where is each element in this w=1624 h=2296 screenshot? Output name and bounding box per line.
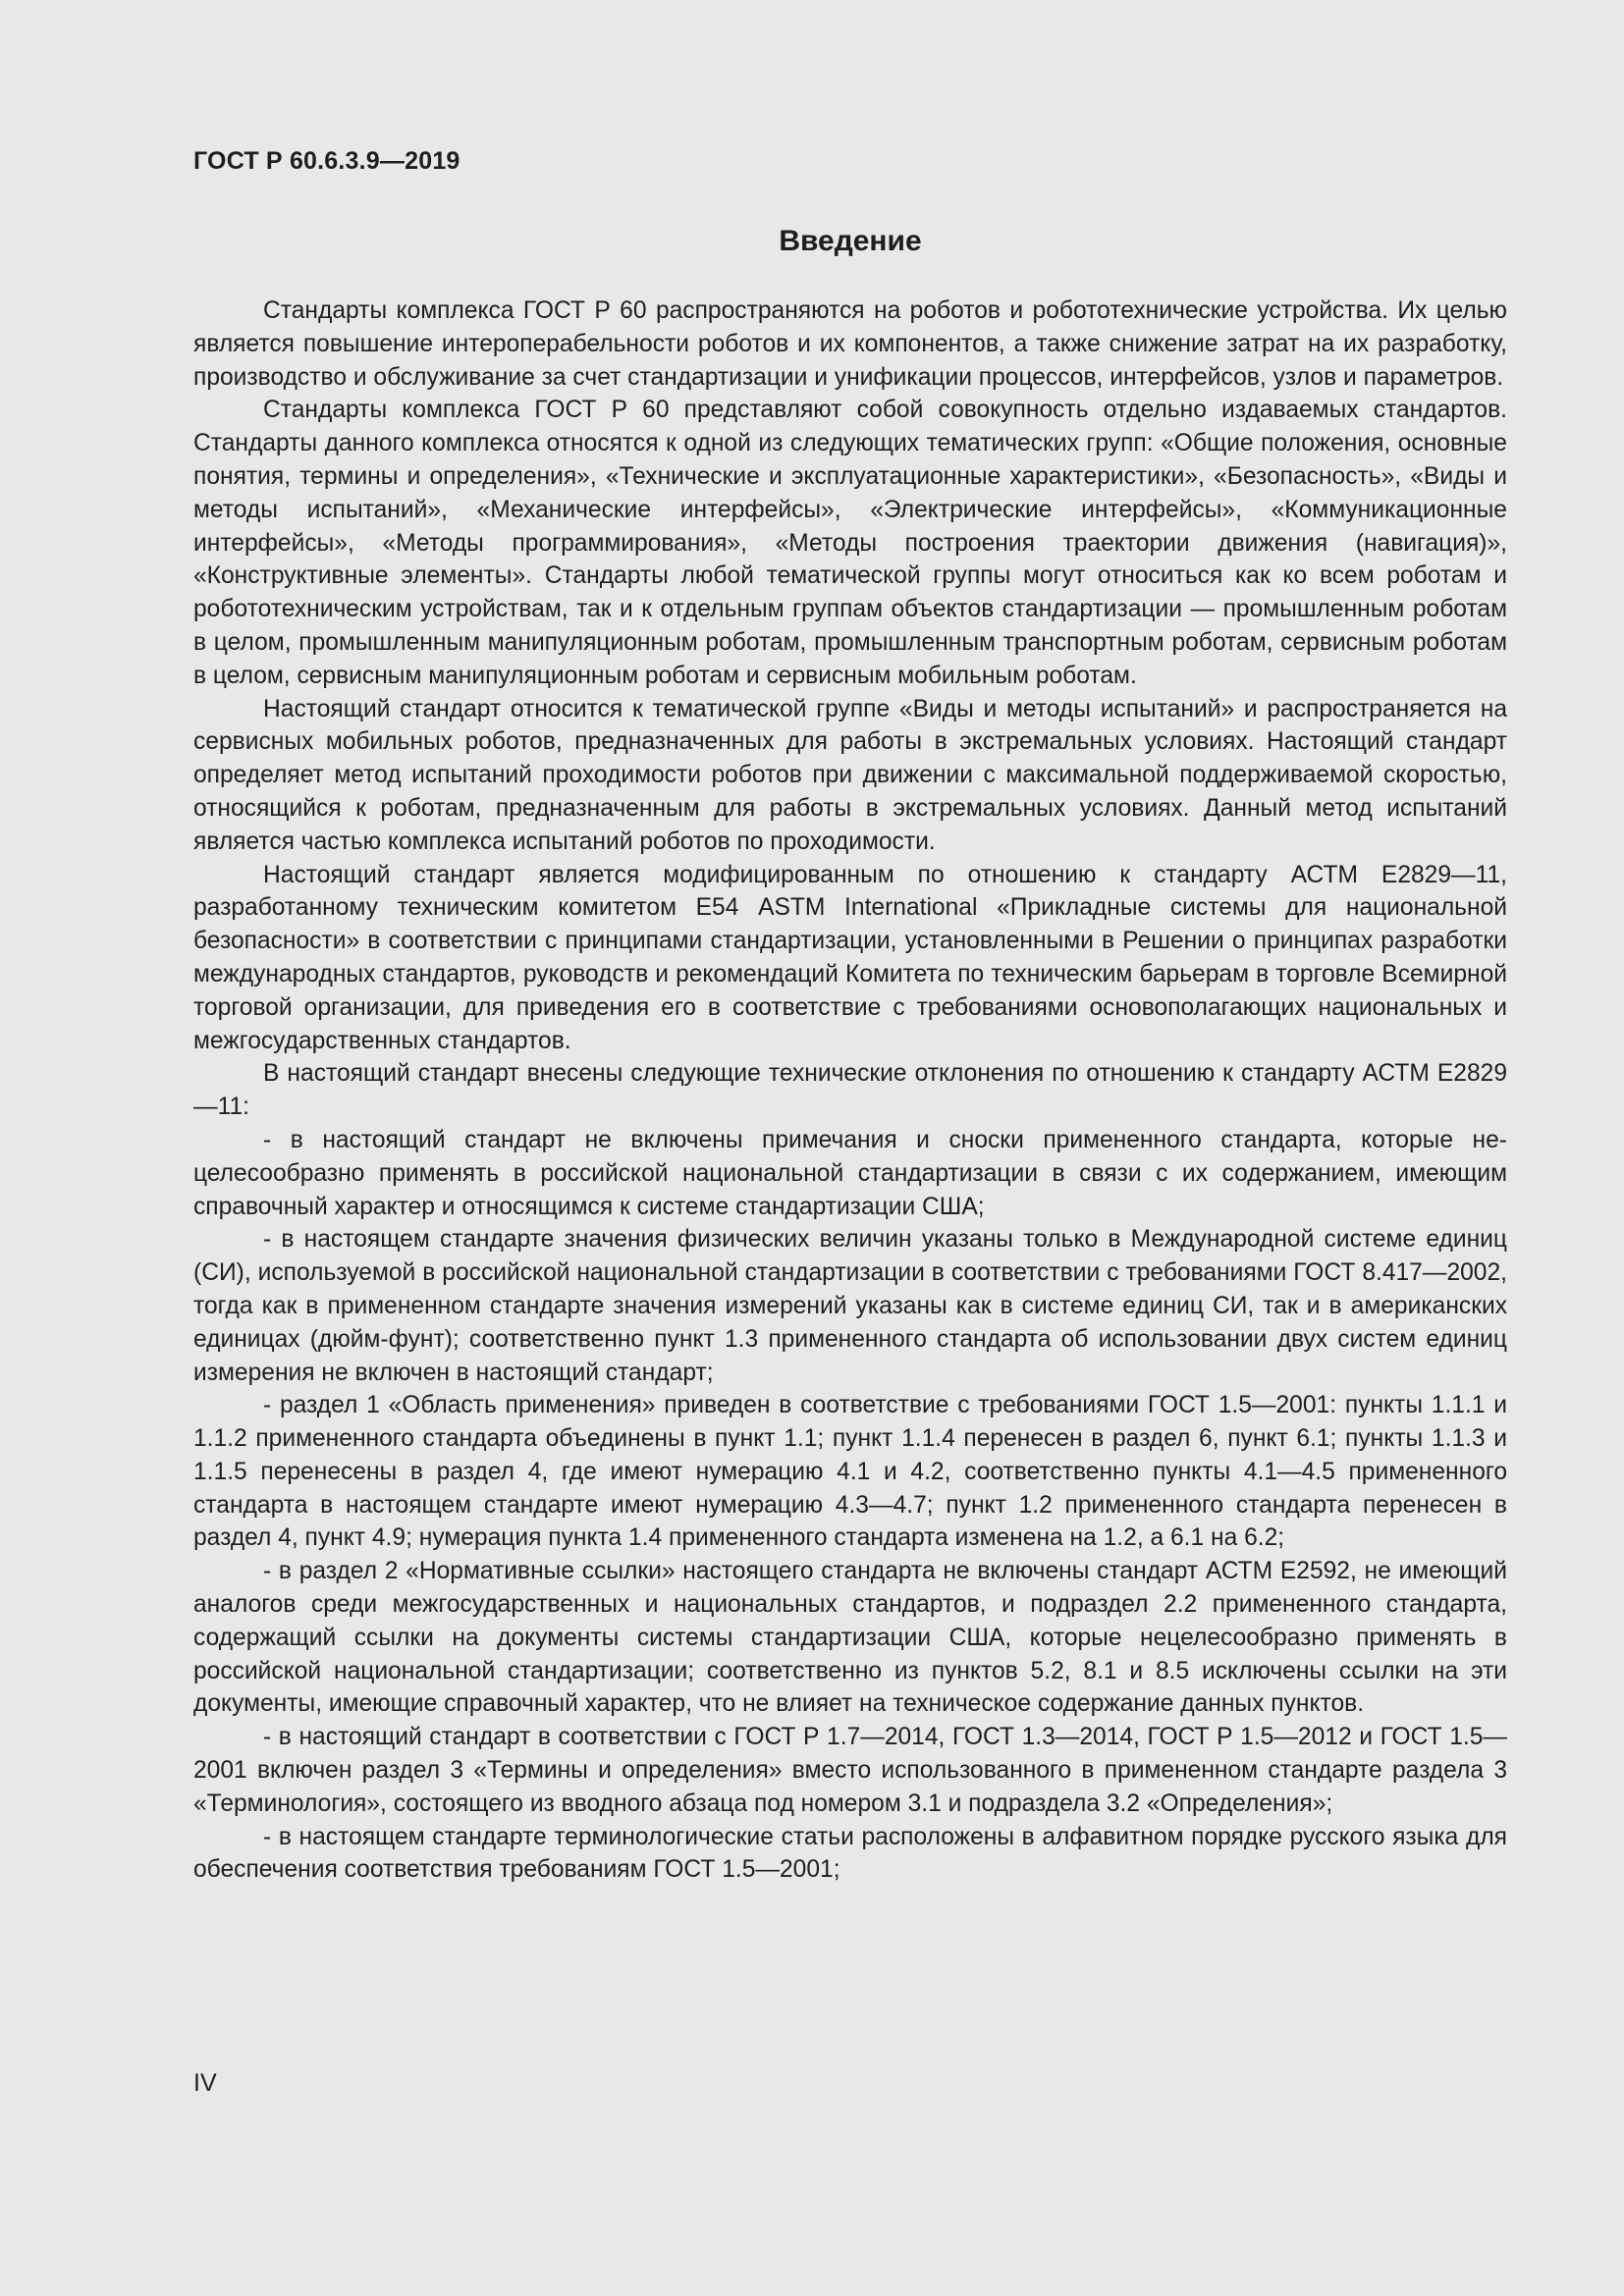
paragraph: Стандарты комплекса ГОСТ Р 60 распространяются на роботов и робототехнические устройства. Их целью является повышение интероперабельности роботов и их компонентов, а также снижение затрат на их разработку, производство и обслуживание за счет стандартизации и унификации процессов, интерфейсов, узлов и параметров. <box>193 297 1507 391</box>
paragraph: Настоящий стандарт является модифицированным по отношению к стандарту АСТМ Е2829—11, разработанному техническим комитетом Е54 ASTM International «Прикладные системы для национальной безопасности» в соответствии с принципами стандартизации, установленными в Решении о принципах разработки международных стандартов, руководств и рекомендаций Комитета по техническим барьерам в торговле Всемирной торговой организации, для приведения его в соответствие с требованиями основополагающих национальных и межгосударственных стандартов. <box>193 861 1507 1054</box>
paragraph: Стандарты комплекса ГОСТ Р 60 представляют собой совокупность отдельно издаваемых стандартов. Стандарты данного комплекса относятся к одной из следующих тематических групп: «Общие положения, основные понятия, термины и определения», «Технические и эксплуатационные характеристики», «Безопасность», «Виды и методы испытаний», «Механические интерфейсы», «Электрические интерфейсы», «Коммуникационные интерфейсы», «Методы программирования», «Методы построения траектории движения (навигация)», «Конструктивные элементы». Стандарты любой тематической группы могут относиться как ко всем роботам и робототехническим устройствам, так и к отдельным группам объектов стандартизации — промышленным роботам в целом, промышленным манипуляционным роботам, промышленным транспортным роботам, сервисным роботам в целом, сервисным манипуляционным роботам и сервисным мобильным роботам. <box>193 397 1507 689</box>
page-number: IV <box>193 2069 217 2097</box>
list-item: - в настоящий стандарт в соответствии с ГОСТ Р 1.7—2014, ГОСТ 1.3—2014, ГОСТ Р 1.5—2012 и ГОСТ 1.5—2001 включен раздел 3 «Термины и определения» вместо использованного в примененном стандарте раздела 3 «Терминология», состоящего из вводного абзаца под номером 3.1 и подраздела 3.2 «Определения»; <box>193 1724 1507 1817</box>
list-item: - раздел 1 «Область применения» приведен в соответствие с требованиями ГОСТ 1.5—2001: пункты 1.1.1 и 1.1.2 примененного стандарта объединены в пункт 1.1; пункт 1.1.4 перенесен в раздел 6, пункт 6.1; пункты 1.1.3 и 1.1.5 перенесены в раздел 4, где имеют нумерацию 4.1 и 4.2, соответственно пункты 4.1—4.5 примененного стандарта в настоящем стандарте имеют нумерацию 4.3—4.7; пункт 1.2 примененного стандарта перенесен в раздел 4, пункт 4.9; нумерация пункта 1.4 примененного стандарта изменена на 1.2, а 6.1 на 6.2; <box>193 1392 1507 1552</box>
list-item: - в настоящем стандарте терминологические статьи расположены в алфавитном порядке русского языка для обеспечения соответствия требованиям ГОСТ 1.5—2001; <box>193 1823 1507 1884</box>
paragraph: В настоящий стандарт внесены следующие технические отклонения по отношению к стандарту АСТМ Е2829—11: <box>193 1060 1507 1121</box>
section-title: Введение <box>779 225 922 257</box>
document-code: ГОСТ Р 60.6.3.9—2019 <box>193 147 460 175</box>
list-item: - в раздел 2 «Нормативные ссылки» настоящего стандарта не включены стандарт АСТМ Е2592, не имеющий аналогов среди межгосударственных и национальных стандартов, и подраздел 2.2 примененного стандарта, содержащий ссылки на документы системы стандартизации США, которые нецелесообразно применять в российской национальной стандартизации; соответственно из пунктов 5.2, 8.1 и 8.5 исключены ссылки на эти документы, имеющие справочный характер, что не влияет на техническое содержание данных пунктов. <box>193 1558 1507 1718</box>
paragraph: Настоящий стандарт относится к тематической группе «Виды и методы испытаний» и распространяется на сервисных мобильных роботов, предназначенных для работы в экстремальных условиях. Настоящий стандарт определяет метод испытаний проходимости роботов при движении с максимальной поддерживаемой скоростью, относящийся к роботам, предназначенным для работы в экстремальных условиях. Данный метод испытаний является частью комплекса испытаний роботов по проходимости. <box>193 695 1507 855</box>
list-item: - в настоящий стандарт не включены примечания и сноски примененного стандарта, которые нецелесообразно применять в российской национальной стандартизации в связи с их содержанием, имеющим справочный характер и относящимся к системе стандартизации США; <box>193 1126 1507 1220</box>
list-item: - в настоящем стандарте значения физических величин указаны только в Международной системе единиц (СИ), используемой в российской национальной стандартизации в соответствии с требованиями ГОСТ 8.417—2002, тогда как в примененном стандарте значения измерений указаны как в системе единиц СИ, так и в американских единицах (дюйм-фунт); соответственно пункт 1.3 примененного стандарта об использовании двух систем единиц измерения не включен в настоящий стандарт; <box>193 1226 1507 1386</box>
document-body <box>193 294 1507 1887</box>
